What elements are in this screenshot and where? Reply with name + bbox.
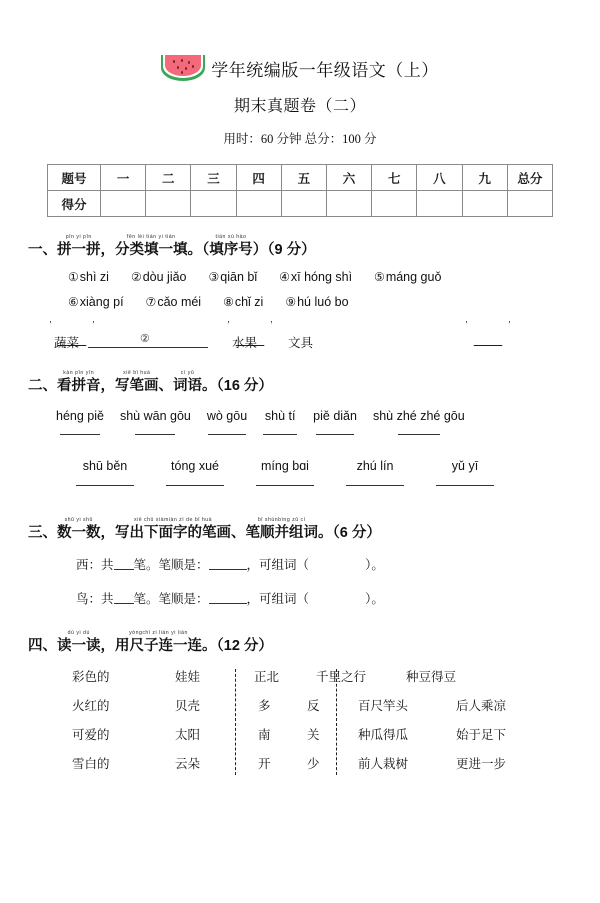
q2-word-item: shū běn bbox=[76, 459, 134, 486]
score-table bbox=[47, 164, 553, 217]
section-4 bbox=[0, 629, 600, 779]
score-cell-q9[interactable] bbox=[462, 191, 507, 217]
q4-cell-word-a[interactable]: 多 bbox=[258, 699, 271, 713]
basket-icon-empty bbox=[466, 321, 510, 346]
q4-cell-adjective[interactable]: 彩色的 bbox=[72, 670, 110, 684]
q2-blank[interactable] bbox=[316, 424, 354, 435]
q2-stroke-item: héng piě bbox=[56, 409, 104, 435]
section-1 bbox=[0, 233, 600, 353]
q1-answer-line[interactable] bbox=[88, 347, 208, 348]
q4-cell-word-b[interactable]: 反 bbox=[307, 699, 320, 713]
page-title: 学年统编版一年级语文（上） bbox=[211, 60, 439, 80]
score-cell-q8[interactable] bbox=[417, 191, 462, 217]
q1-item: ⑦cǎo méi bbox=[145, 295, 202, 309]
q4-cell-adjective[interactable]: 可爱的 bbox=[72, 728, 110, 742]
basket-label-vegetables: 蔬菜 bbox=[54, 336, 80, 350]
q4-cell-adjective[interactable]: 雪白的 bbox=[72, 757, 110, 771]
table-cell-q1: 一 bbox=[101, 165, 146, 191]
q2-blank[interactable] bbox=[135, 424, 175, 435]
q3-blank-strokecount[interactable] bbox=[114, 558, 134, 570]
ruby-group: tián xù hào 填序号 bbox=[209, 234, 253, 258]
q4-cell-idiom-a[interactable]: 千里之行 bbox=[316, 670, 367, 684]
section-2 bbox=[0, 369, 600, 486]
score-cell-q6[interactable] bbox=[326, 191, 371, 217]
ruby-group: xiě chū xiàmiàn zì de bǐ huà 写出下面字的笔画 bbox=[115, 517, 231, 541]
q4-cell-noun[interactable]: 贝壳 bbox=[175, 699, 201, 713]
score-cell-total[interactable] bbox=[507, 191, 552, 217]
ruby-group: cí yǔ 词语 bbox=[173, 370, 202, 394]
table-cell-q2: 二 bbox=[146, 165, 191, 191]
q2-blank[interactable] bbox=[166, 474, 224, 486]
row-label-question: 题号 bbox=[48, 165, 101, 191]
q2-blank[interactable] bbox=[60, 424, 100, 435]
q4-cell-idiom-a[interactable]: 百尺竿头 bbox=[358, 699, 409, 713]
q3-blank-strokecount[interactable] bbox=[114, 592, 134, 604]
q2-word-item: yǔ yī bbox=[436, 459, 494, 486]
section-4-index: 四、 bbox=[28, 638, 57, 654]
q2-stroke-item: shù tí bbox=[263, 409, 297, 435]
q2-blank[interactable] bbox=[263, 424, 297, 435]
table-cell-q9: 九 bbox=[462, 165, 507, 191]
q1-item: ⑨hú luó bo bbox=[285, 295, 349, 309]
q3-row-1: 西：共 笔。笔顺是： ，可组词（ ）。 bbox=[76, 558, 384, 572]
q2-stroke-item: shù zhé zhé gōu bbox=[373, 409, 465, 435]
q3-blank-strokeorder[interactable] bbox=[209, 592, 247, 604]
q2-blank[interactable] bbox=[346, 474, 404, 486]
exam-page bbox=[0, 55, 600, 903]
q1-basket-area bbox=[28, 319, 578, 353]
table-cell-q6: 六 bbox=[326, 165, 371, 191]
q4-cell-idiom-b[interactable]: 始于足下 bbox=[456, 728, 507, 742]
q4-cell-word-a[interactable]: 正北 bbox=[254, 670, 280, 684]
section-1-index: 一、 bbox=[28, 242, 57, 258]
q4-cell-adjective[interactable]: 火红的 bbox=[72, 699, 110, 713]
q1-pinyin-row-1 bbox=[28, 270, 578, 284]
q2-stroke-item: piě diǎn bbox=[313, 409, 357, 435]
q2-stroke-item: shù wān gōu bbox=[120, 409, 191, 435]
q2-blank[interactable] bbox=[436, 474, 494, 486]
ruby-group: yòngchǐ zi lián yi lián 用尺子连一连 bbox=[115, 630, 202, 654]
q4-cell-word-b[interactable]: 关 bbox=[307, 728, 320, 742]
basket-label-stationery: 文具 bbox=[288, 336, 314, 350]
section-4-heading: 四、 dú yi dú 读一读 ， yòngchǐ zi lián yi lián 用尺子连一连 。（12 分） bbox=[28, 630, 273, 654]
q4-cell-idiom-b[interactable]: 后人乘凉 bbox=[456, 699, 507, 713]
q4-cell-idiom-b[interactable]: 更进一步 bbox=[456, 757, 507, 771]
q2-blank[interactable] bbox=[256, 474, 314, 486]
q2-stroke-row bbox=[28, 409, 578, 435]
score-cell-q3[interactable] bbox=[191, 191, 236, 217]
q4-cell-noun[interactable]: 云朵 bbox=[175, 757, 201, 771]
table-cell-total: 总分 bbox=[507, 165, 552, 191]
q1-item: ③qiān bǐ bbox=[208, 270, 258, 284]
q2-word-item: tóng xué bbox=[166, 459, 224, 486]
ruby-group: dú yi dú 读一读 bbox=[57, 630, 101, 654]
basket-label-fruits: 水果 bbox=[232, 336, 258, 350]
exam-info: 用时：60 分钟 总分：100 分 bbox=[223, 132, 377, 146]
table-cell-q5: 五 bbox=[281, 165, 326, 191]
q3-char: 鸟 bbox=[76, 592, 89, 606]
title-row bbox=[0, 55, 600, 81]
q1-item: ⑤máng guǒ bbox=[374, 270, 442, 284]
ruby-group: fēn lèi tián yi tián 分类填一填 bbox=[115, 234, 188, 258]
q1-pinyin-row-2 bbox=[28, 295, 578, 309]
ruby-group: bǐ shùnbìng zǔ cí 笔顺并组词 bbox=[245, 517, 318, 541]
table-cell-q3: 三 bbox=[191, 165, 236, 191]
q2-stroke-item: wò gōu bbox=[207, 409, 247, 435]
q4-matching-grid bbox=[28, 667, 578, 779]
ruby-group: pīn yi pīn 拼一拼 bbox=[57, 234, 101, 258]
q2-word-item: zhú lín bbox=[346, 459, 404, 486]
score-cell-q7[interactable] bbox=[372, 191, 417, 217]
q4-cell-idiom-a[interactable]: 前人栽树 bbox=[358, 757, 409, 771]
score-table-wrapper bbox=[47, 164, 553, 217]
q4-cell-word-a[interactable]: 开 bbox=[258, 757, 271, 771]
q1-item: ②dòu jiǎo bbox=[130, 270, 187, 284]
q2-blank[interactable] bbox=[208, 424, 246, 435]
table-cell-q8: 八 bbox=[417, 165, 462, 191]
page-header bbox=[0, 55, 600, 147]
q1-item: ①shì zi bbox=[68, 270, 109, 284]
q4-row bbox=[28, 754, 600, 780]
score-cell-q1[interactable] bbox=[101, 191, 146, 217]
section-2-index: 二、 bbox=[28, 378, 57, 394]
q2-blank[interactable] bbox=[398, 424, 440, 435]
q4-cell-word-a[interactable]: 南 bbox=[258, 728, 271, 742]
q4-row bbox=[28, 696, 600, 722]
q4-cell-noun[interactable]: 娃娃 bbox=[175, 670, 201, 684]
q3-blank-strokeorder[interactable] bbox=[209, 558, 247, 570]
q4-cell-noun[interactable]: 太阳 bbox=[175, 728, 201, 742]
table-cell-q4: 四 bbox=[236, 165, 281, 191]
q1-item: ⑧chǐ zi bbox=[223, 295, 264, 309]
q4-row bbox=[28, 667, 600, 693]
page-subtitle: 期末真题卷（二） bbox=[233, 98, 366, 115]
row-label-score: 得分 bbox=[48, 191, 101, 217]
section-3-heading: 三、 shǔ yi shǔ 数一数 ， xiě chū xiàmiàn zì de bǐ huà 写出下面字的笔画 、 bǐ shùnbìng zǔ cí 笔顺并组词 。（6 分） bbox=[28, 517, 381, 541]
q2-blank[interactable] bbox=[76, 474, 134, 486]
q2-word-row bbox=[28, 459, 578, 486]
table-row-scores bbox=[48, 191, 553, 217]
score-cell-q5[interactable] bbox=[281, 191, 326, 217]
q1-item: ④xī hóng shì bbox=[279, 270, 353, 284]
table-cell-q7: 七 bbox=[372, 165, 417, 191]
ruby-group: shǔ yi shǔ 数一数 bbox=[57, 517, 101, 541]
ruby-group: kàn pīn yīn 看拼音 bbox=[57, 370, 101, 394]
q4-cell-word-b[interactable]: 少 bbox=[307, 757, 320, 771]
q4-cell-idiom-b[interactable]: 种豆得豆 bbox=[406, 670, 457, 684]
section-3 bbox=[0, 516, 600, 607]
q4-row bbox=[28, 725, 600, 751]
q3-char: 西 bbox=[76, 558, 89, 572]
watermelon-icon bbox=[161, 55, 205, 81]
table-row-question-numbers bbox=[48, 165, 553, 191]
ruby-group: xiě bǐ huà 写笔画 bbox=[115, 370, 159, 394]
section-1-heading: 一、 pīn yi pīn 拼一拼 ， fēn lèi tián yi tián 分类填一填 。（ tián xù hào 填序号 ）（9 分） bbox=[28, 234, 316, 258]
q1-answer-mark: ② bbox=[140, 333, 150, 345]
section-2-heading: 二、 kàn pīn yīn 看拼音 ， xiě bǐ huà 写笔画 、 cí yǔ 词语 。（16 分） bbox=[28, 370, 273, 394]
q2-word-item: míng bɑi bbox=[256, 459, 314, 486]
section-3-index: 三、 bbox=[28, 525, 57, 541]
q1-item: ⑥xiàng pí bbox=[68, 295, 124, 309]
score-cell-q2[interactable] bbox=[146, 191, 191, 217]
score-cell-q4[interactable] bbox=[236, 191, 281, 217]
q3-row-2: 鸟：共 笔。笔顺是： ，可组词（ ）。 bbox=[76, 592, 384, 606]
q4-cell-idiom-a[interactable]: 种瓜得瓜 bbox=[358, 728, 409, 742]
